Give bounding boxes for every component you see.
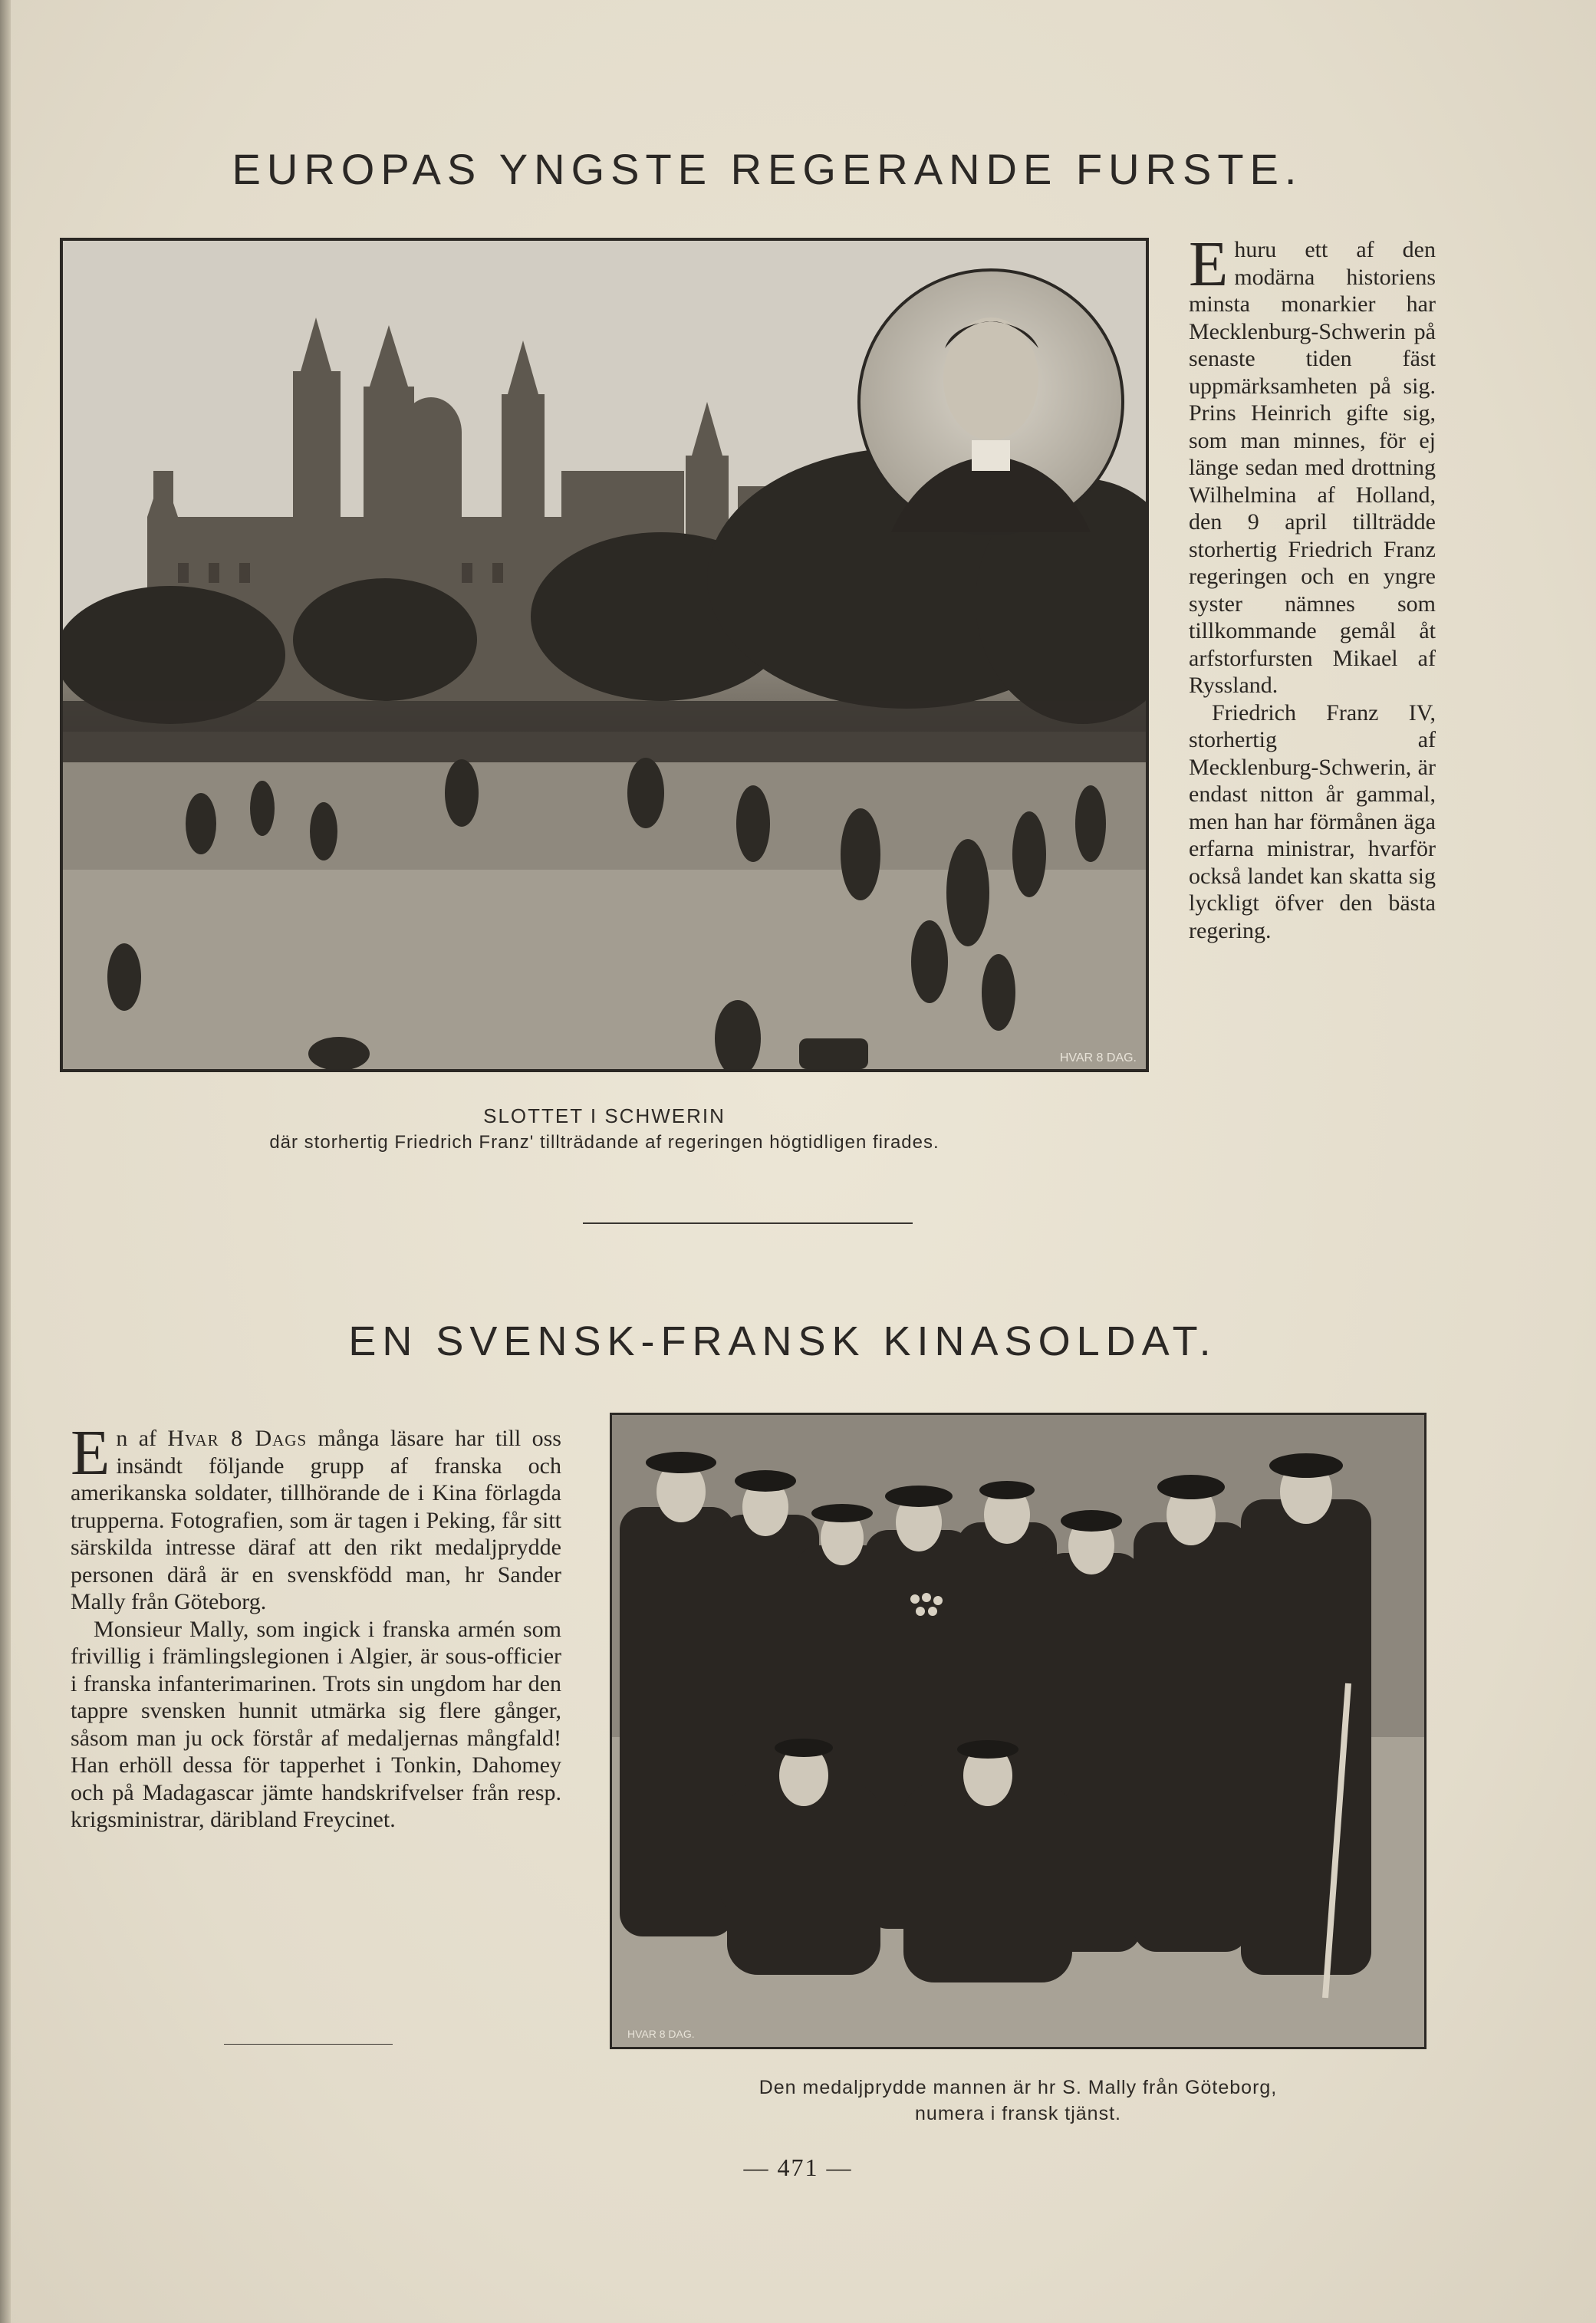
photo1-caption-title: SLOTTET I SCHWERIN [483,1104,726,1127]
soldiers-photo-illustration [612,1415,1424,2047]
article2-p1-rest: många läsare har till oss insändt följande grupp af franska och amerikanska soldater, tillhörande de i Kina förlagda trupperna. Fotografien, som är tagen i Peking, får sitt särskilda intresse däraf att den rikt medaljprydde personen därå är en svenskfödd man, hr Sander Mally från Göteborg. [71,1426,561,1614]
photo2-caption-line2: numera i fransk tjänst. [915,2103,1121,2124]
article2-p1-start: n af [116,1426,168,1451]
article2-title: EN SVENSK-FRANSK KINASOLDAT. [348,1318,1217,1364]
article2-dropcap: E [71,1417,110,1489]
soldiers-photo [610,1413,1427,2049]
article2-body [71,1417,561,1834]
section-divider [583,1222,913,1224]
magazine-name: Hvar 8 Dags [167,1426,308,1451]
page-number: — 471 — [743,2154,853,2181]
article1-dropcap: E [1189,229,1229,300]
photo2-caption-line1: Den medaljprydde mannen är hr S. Mally från Göteborg, [759,2077,1278,2098]
photo1-credit: HVAR 8 DAG. [1059,1051,1137,1064]
castle-photo [60,238,1149,1072]
column-end-rule [224,2044,393,2045]
photo1-caption-text: där storhertig Friedrich Franz' tillträdande af regeringen högtidligen firades. [269,1132,940,1153]
article2-paragraph2: Monsieur Mally, som ingick i franska armén som frivillig i främlingslegionen i Algier, är sous-officier i franska infanterimarinen. Trots sin ungdom har den tappre svensken hunnit utmärka sig flere gånger, såsom man ju ock förstår af medaljernas mångfald! Han erhöll dessa för tapperhet i Tonkin, Dahomey och på Madagascar jämte handskrifvelser från resp. krigsministrar, däribland Freycinet. [71,1616,561,1832]
article1-paragraph2: Friedrich Franz IV, storhertig af Mecklenburg-Schwerin, är endast nitton år gammal, men han har förmånen äga erfarna ministrar, hvarför också landet kan skatta sig lyckligt öfver den bästa regering. [1189,699,1436,943]
castle-photo-illustration [63,241,1146,1069]
article1-paragraph1: huru ett af den modärna historiens minsta monarkier har Mecklenburg-Schwerin på senaste tiden fäst uppmärksamheten på sig. Prins Heinrich gifte sig, som man minnes, för ej länge sedan med drottning Wilhelmina af Holland, den 9 april tillträdde storhertig Friedrich Franz regeringen och en yngre syster nämnes som tillkommande gemål åt arfstorfursten Mikael af Ryssland. [1189,237,1436,698]
article1-title: EUROPAS YNGSTE REGERANDE FURSTE. [232,145,1303,193]
photo2-credit: HVAR 8 DAG. [627,2028,695,2040]
book-spine-shadow [0,0,11,2323]
article1-body [1189,229,1436,944]
